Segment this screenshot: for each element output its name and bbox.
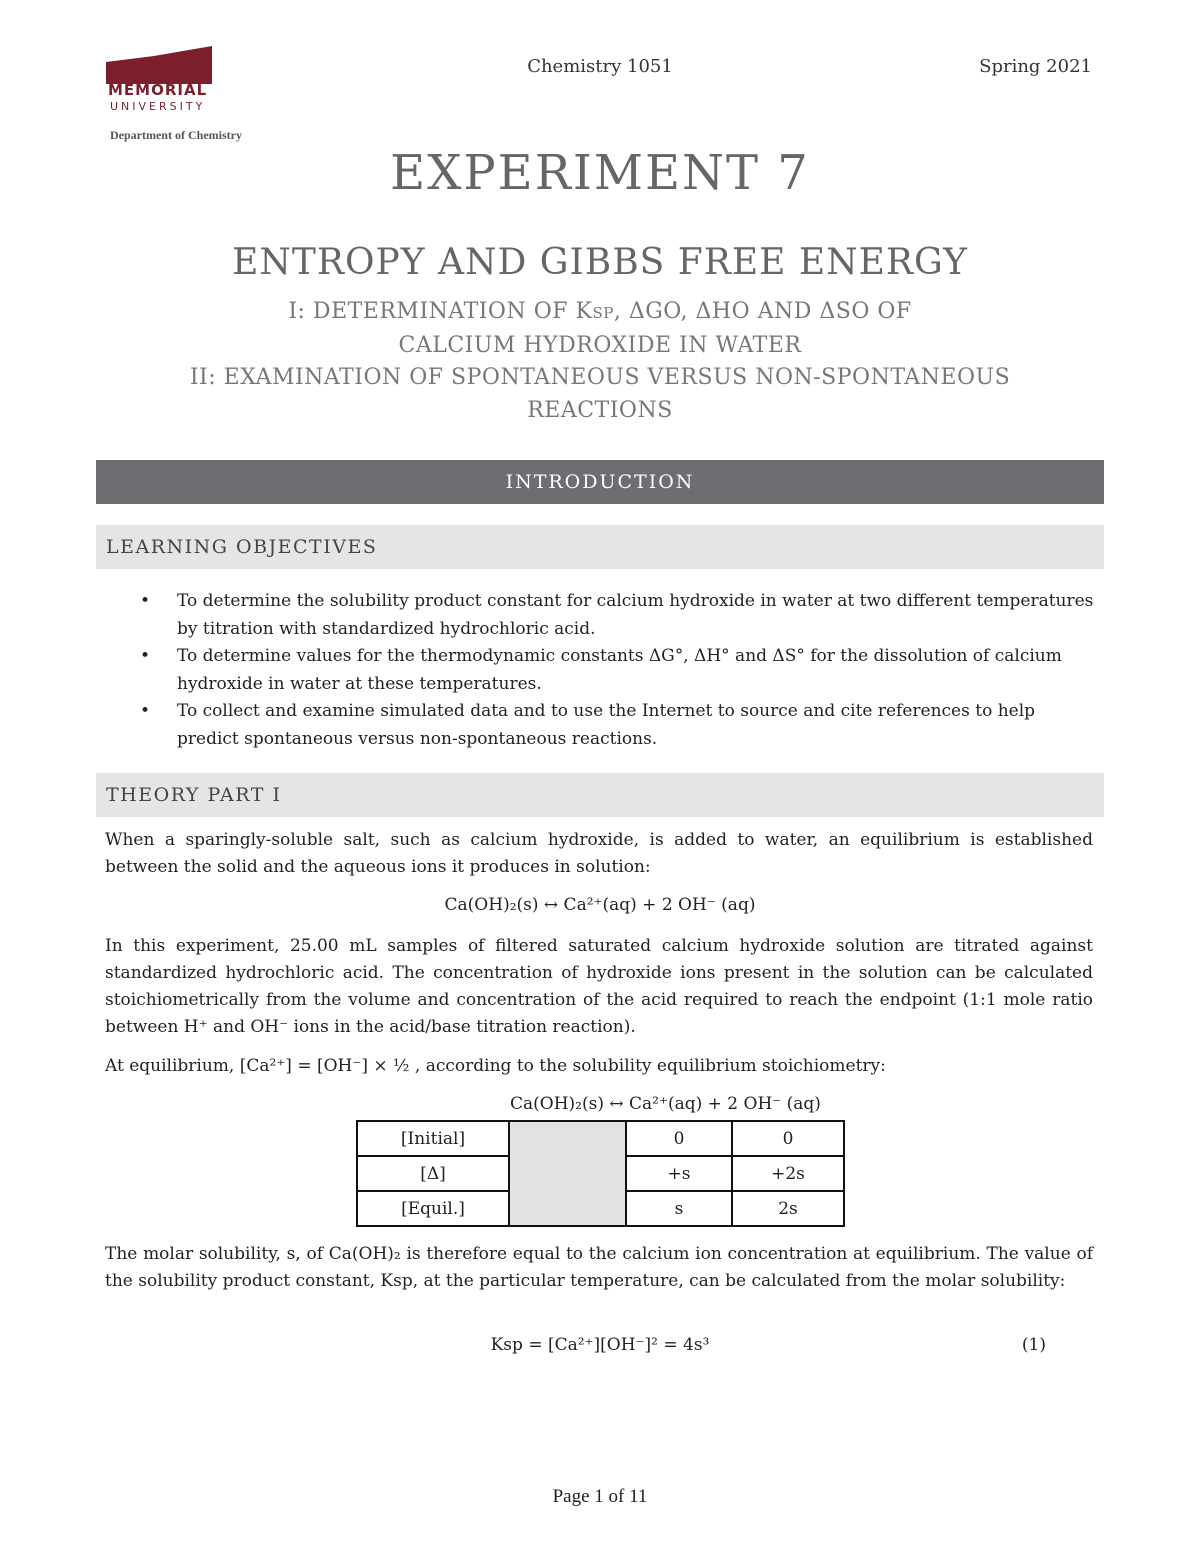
- theory-paragraph-1: When a sparingly-soluble salt, such as calcium hydroxide, is added to water, an equilibrium is established between the solid and the aqueous ions it produces in solution:: [105, 830, 1093, 877]
- logo-department: Department of Chemistry: [110, 128, 242, 142]
- table-row: [357, 1121, 844, 1156]
- solid-column-shaded: [509, 1121, 626, 1226]
- course-header: Chemistry 1051: [527, 56, 673, 77]
- theory-paragraph-4: The molar solubility, s, of Ca(OH)₂ is therefore equal to the calcium ion concentration at equilibrium. The value of the solubility product constant, Ksp, at the particular temperature, can be calculated from the molar solubility:: [105, 1244, 1093, 1291]
- part-one-line-2: CALCIUM HYDROXIDE IN WATER: [398, 332, 802, 358]
- calcium-cell: +s: [626, 1156, 732, 1191]
- calcium-cell: s: [626, 1191, 732, 1226]
- theory-part-1-heading: THEORY PART I: [96, 773, 1104, 817]
- list-item: • To determine values for the thermodynamic constants ΔG°, ΔH° and ΔS° for the dissolution of calcium hydroxide in water at these temperatures.: [140, 643, 1100, 698]
- learning-objectives-heading: LEARNING OBJECTIVES: [96, 525, 1104, 569]
- logo-university: UNIVERSITY: [110, 100, 206, 113]
- experiment-parts: [150, 296, 1050, 427]
- calcium-cell: 0: [626, 1121, 732, 1156]
- ice-table: [356, 1120, 845, 1227]
- experiment-subtitle: ENTROPY AND GIBBS FREE ENERGY: [232, 242, 968, 283]
- dissolution-equation: Ca(OH)₂(s) ↔ Ca²⁺(aq) + 2 OH⁻ (aq): [444, 895, 756, 915]
- list-item: • To collect and examine simulated data and to use the Internet to source and cite references to help predict spontaneous versus non-spontaneous reactions.: [140, 698, 1100, 753]
- introduction-heading: INTRODUCTION: [96, 460, 1104, 504]
- ksp-equation: Ksp = [Ca²⁺][OH⁻]² = 4s³: [490, 1335, 710, 1355]
- row-label: [Equil.]: [357, 1191, 509, 1226]
- experiment-title: EXPERIMENT 7: [390, 145, 810, 201]
- objectives-list: [140, 588, 1100, 753]
- equation-number: (1): [1021, 1335, 1046, 1355]
- term-header: Spring 2021: [979, 56, 1092, 77]
- theory-paragraph-2: In this experiment, 25.00 mL samples of filtered saturated calcium hydroxide solution are titrated against standardized hydrochloric acid. The concentration of hydroxide ions present in the solution can be calculated stoichiometrically from the volume and concentration of the acid required to reach the endpoint (1:1 mole ratio between H⁺ and OH⁻ ions in the acid/base titration reaction).: [105, 936, 1093, 1037]
- part-two-line: II: EXAMINATION OF SPONTANEOUS VERSUS NON-SPONTANEOUS REACTIONS: [189, 365, 1011, 423]
- page-number: Page 1 of 11: [552, 1486, 648, 1507]
- hydroxide-cell: +2s: [732, 1156, 844, 1191]
- hydroxide-cell: 2s: [732, 1191, 844, 1226]
- list-item: • To determine the solubility product constant for calcium hydroxide in water at two different temperatures by titration with standardized hydrochloric acid.: [140, 588, 1100, 643]
- ice-table-caption: Ca(OH)₂(s) ↔ Ca²⁺(aq) + 2 OH⁻ (aq): [510, 1094, 821, 1114]
- row-label: [Δ]: [357, 1156, 509, 1191]
- row-label: [Initial]: [357, 1121, 509, 1156]
- logo-wordmark: MEMORIAL: [108, 81, 208, 99]
- hydroxide-cell: 0: [732, 1121, 844, 1156]
- part-one-line: I: DETERMINATION OF KSP, ΔGO, ΔHO AND ΔSO OF: [288, 299, 912, 324]
- theory-paragraph-3: At equilibrium, [Ca²⁺] = [OH⁻] × ½ , according to the solubility equilibrium stoichiometry:: [105, 1056, 886, 1076]
